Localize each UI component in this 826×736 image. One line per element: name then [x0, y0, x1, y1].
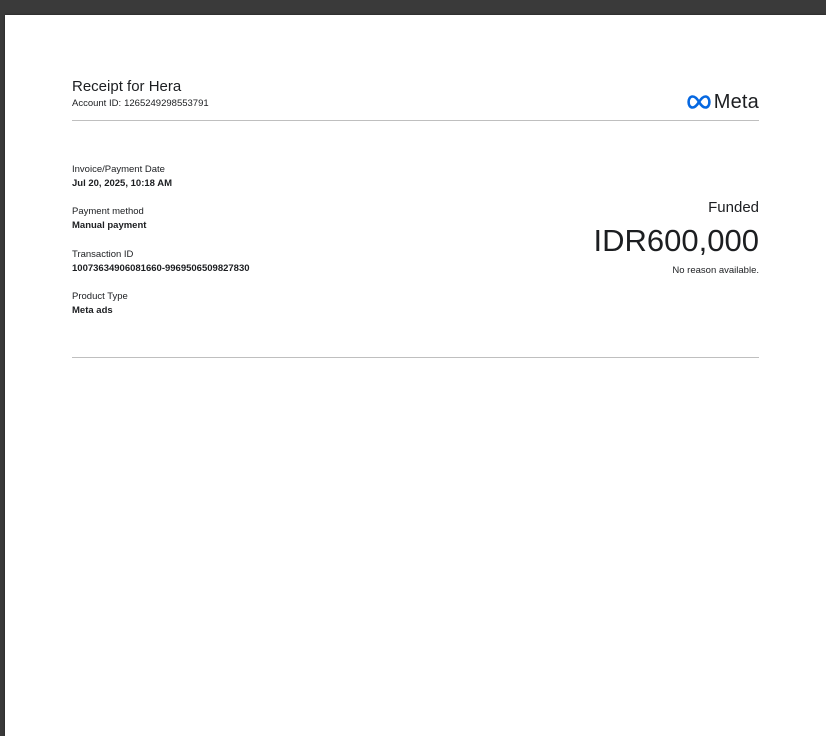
- product-type-field: [72, 291, 128, 317]
- transaction-id-field: [72, 249, 250, 275]
- transaction-id-label: Transaction ID: [72, 249, 134, 260]
- meta-wordmark: Meta: [713, 91, 759, 113]
- product-type-label: Product Type: [72, 291, 128, 302]
- meta-infinity-logo-icon: [687, 95, 711, 109]
- section-divider: [72, 357, 759, 358]
- payment-method-field: [72, 206, 146, 232]
- payment-amount: IDR600,000: [593, 223, 759, 258]
- payment-method-label: Payment method: [72, 206, 144, 217]
- payment-status: Funded: [708, 199, 759, 216]
- status-note: No reason available.: [672, 265, 759, 276]
- product-type-value: Meta ads: [72, 305, 113, 316]
- payment-date-value: Jul 20, 2025, 10:18 AM: [72, 178, 172, 189]
- meta-brand: [687, 91, 759, 113]
- transaction-id-value: 10073634906081660-9969506509827830: [72, 263, 250, 274]
- receipt-title: Receipt for Hera: [72, 78, 182, 95]
- payment-date-field: [72, 164, 172, 190]
- payment-summary: [499, 199, 759, 277]
- account-id-line: [72, 98, 209, 110]
- receipt-page: [5, 15, 826, 736]
- receipt-header: [72, 77, 759, 121]
- account-id-value: 1265249298553791: [124, 98, 209, 109]
- account-id-label: Account ID:: [72, 98, 122, 109]
- payment-method-value: Manual payment: [72, 220, 147, 231]
- payment-date-label: Invoice/Payment Date: [72, 164, 165, 175]
